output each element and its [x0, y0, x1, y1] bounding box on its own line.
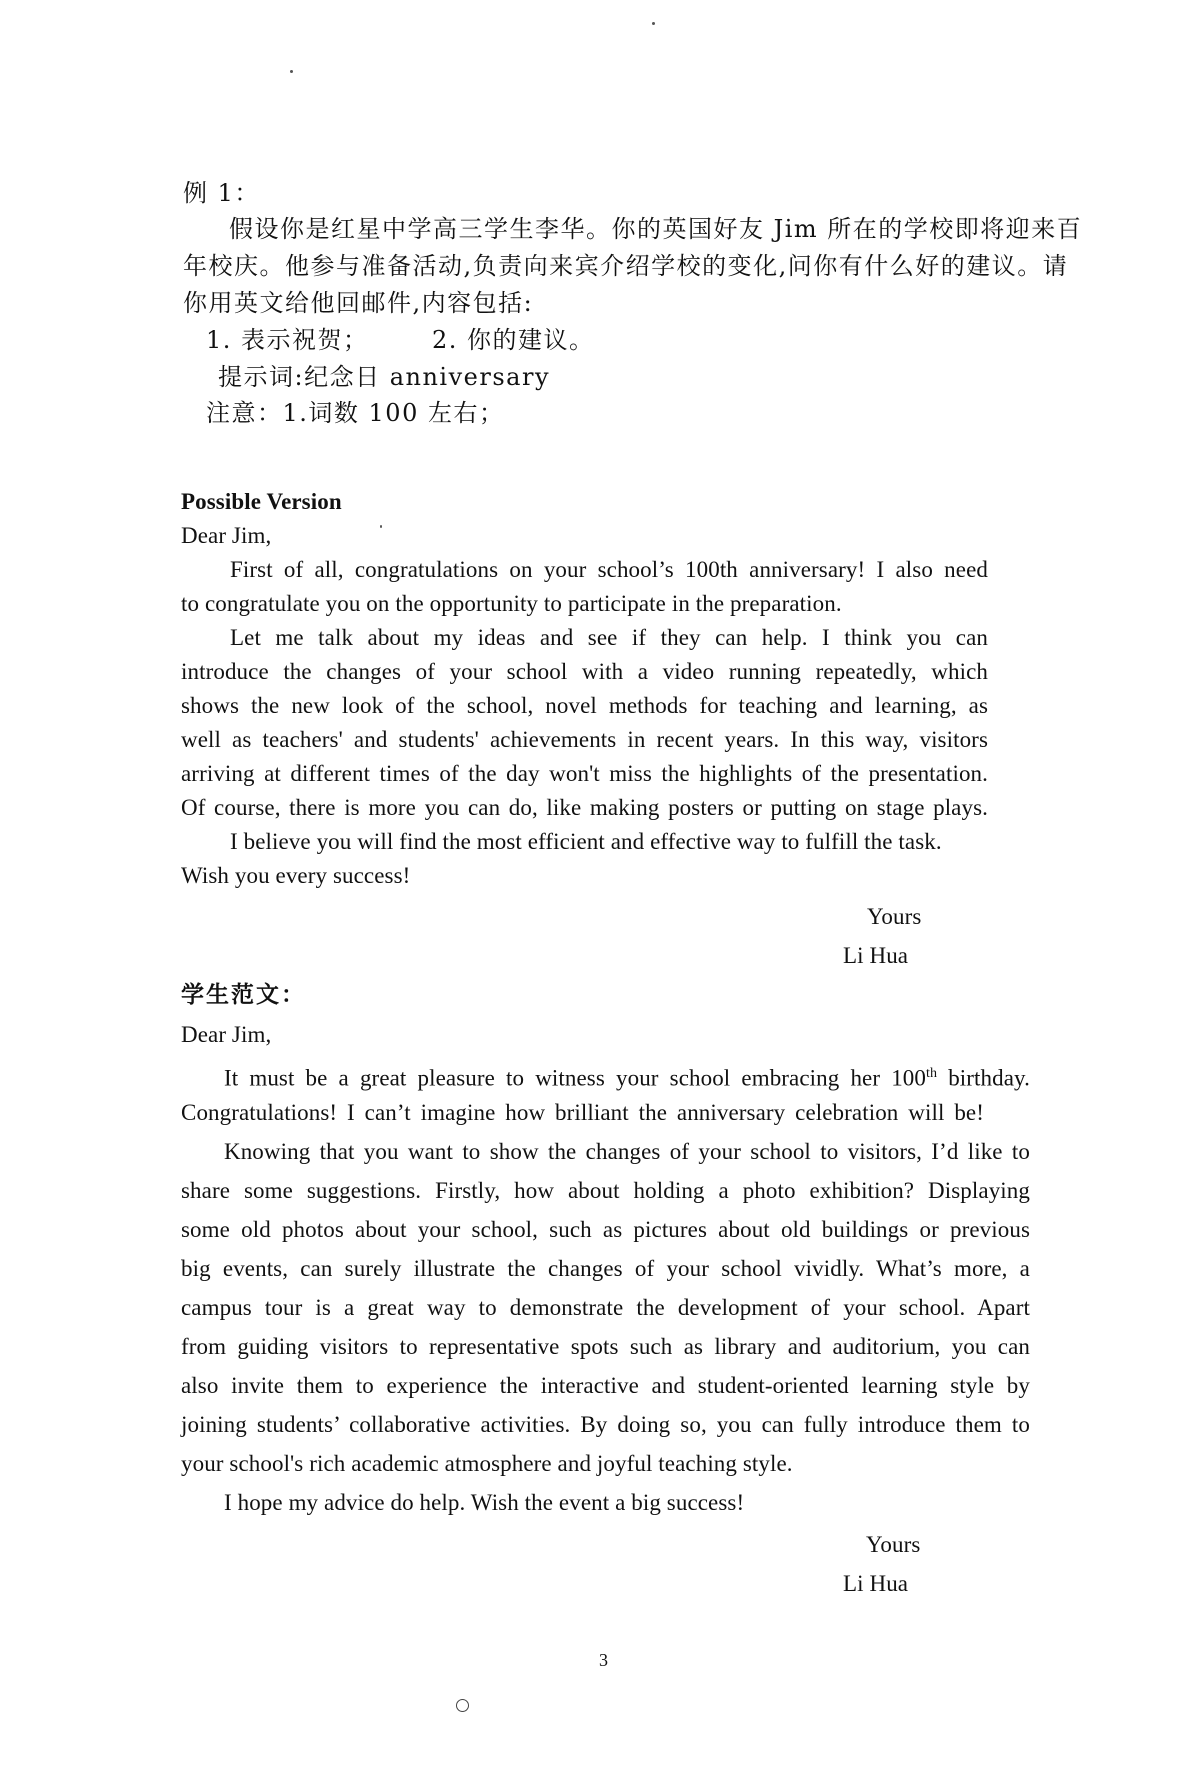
possible-version-greeting: Dear Jim, [181, 523, 272, 548]
scan-speck [290, 70, 293, 73]
student-sample-signature: Li Hua [843, 1571, 909, 1596]
pv-line: First of all, congratulations on your school’s 100th anniversary! I also need [230, 557, 988, 582]
student-sample-heading: 学生范文： [181, 981, 306, 1008]
pv-line: Let me talk about my ideas and see if they can help. I think you can [230, 625, 988, 650]
pv-line: well as teachers' and students' achievements in recent years. In this way, visitors [181, 727, 988, 752]
possible-version-closing: Yours [867, 904, 922, 929]
pv-line: I believe you will find the most efficient and effective way to fulfill the task. [230, 829, 942, 854]
prompt-line-1: 假设你是红星中学高三学生李华。你的英国好友 Jim 所在的学校即将迎来百 [229, 215, 1083, 243]
task-hint: 提示词:纪念日 anniversary [218, 363, 551, 391]
pv-line: shows the new look of the school, novel methods for teaching and learning, as [181, 693, 988, 718]
possible-version-heading: Possible Version [181, 489, 342, 514]
pv-line: introduce the changes of your school with a video running repeatedly, which [181, 659, 988, 684]
ss-line-text: birthday. [937, 1065, 1031, 1091]
task-note: 注意：1.词数 100 左右； [206, 399, 505, 427]
ss-line-text: It must be a great pleasure to witness your school embracing her 100 [224, 1065, 927, 1091]
student-sample-closing: Yours [866, 1532, 921, 1557]
page-number: 3 [599, 1650, 608, 1670]
ss-line: joining students’ collaborative activities. By doing so, you can fully introduce them to [181, 1412, 1030, 1437]
task-point-2: 2. 你的建议。 [432, 326, 595, 354]
example-label: 例 1： [183, 179, 260, 207]
pv-line: Of course, there is more you can do, like making posters or putting on stage plays. [181, 795, 988, 820]
pv-line: arriving at different times of the day won't miss the highlights of the presentation. [181, 761, 988, 786]
ss-line: share some suggestions. Firstly, how about holding a photo exhibition? Displaying [181, 1178, 1030, 1203]
ordinal-suffix: th [926, 1066, 938, 1081]
ss-line: some old photos about your school, such as pictures about old buildings or previous [181, 1217, 1030, 1242]
ss-line: Congratulations! I can’t imagine how brilliant the anniversary celebration will be! [181, 1100, 984, 1125]
ss-line [224, 1057, 1030, 1096]
ss-line: campus tour is a great way to demonstrate the development of your school. Apart [181, 1295, 1030, 1320]
pv-line: Wish you every success! [181, 863, 411, 888]
ss-line: I hope my advice do help. Wish the event a big success! [224, 1490, 745, 1515]
scan-speck [380, 525, 382, 528]
ss-line: also invite them to experience the interactive and student-oriented learning style by [181, 1373, 1030, 1398]
ss-line: your school's rich academic atmosphere and joyful teaching style. [181, 1451, 793, 1476]
student-sample-greeting: Dear Jim, [181, 1022, 272, 1047]
ss-line: from guiding visitors to representative spots such as library and auditorium, you can [181, 1334, 1030, 1359]
pv-line: to congratulate you on the opportunity to participate in the preparation. [181, 591, 842, 616]
ss-line: Knowing that you want to show the changes of your school to visitors, I’d like to [224, 1139, 1030, 1164]
task-point-1: 1. 表示祝贺； [206, 326, 369, 354]
prompt-line-2: 年校庆。他参与准备活动,负责向来宾介绍学校的变化,问你有什么好的建议。请 [183, 252, 1069, 280]
scan-ring-mark [456, 1699, 469, 1712]
ss-line: big events, can surely illustrate the changes of your school vividly. What’s more, a [181, 1256, 1030, 1281]
possible-version-signature: Li Hua [843, 943, 909, 968]
scan-speck [652, 22, 655, 25]
prompt-line-3: 你用英文给他回邮件,内容包括: [183, 289, 534, 317]
